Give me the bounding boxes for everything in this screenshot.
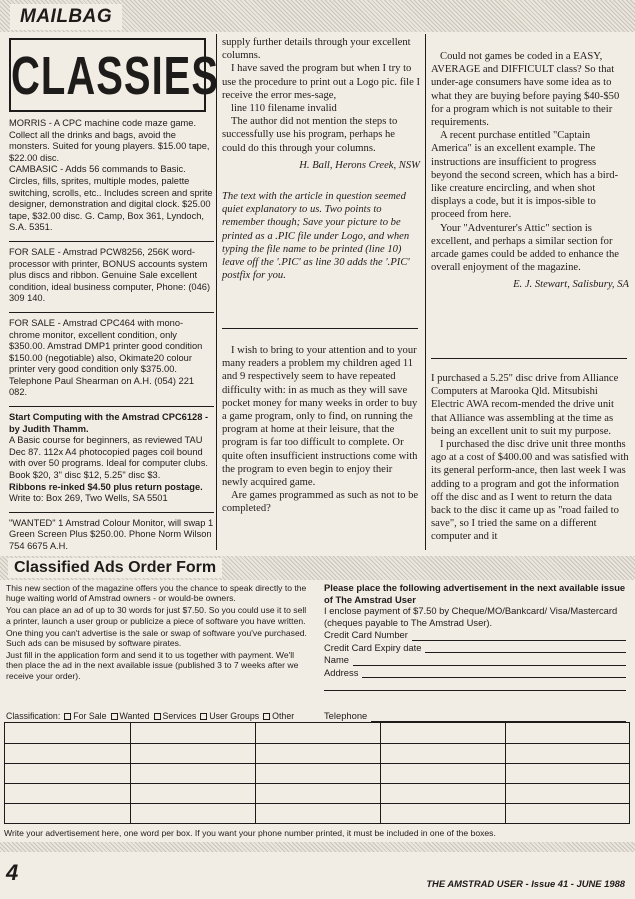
option-user-groups[interactable]: User Groups — [200, 710, 259, 722]
grid-line — [130, 723, 131, 823]
ad-divider — [9, 312, 214, 313]
grid-line — [380, 723, 381, 823]
address-field[interactable] — [324, 666, 626, 679]
form-intro-text: Just fill in the application form and send it to us together with payment. We'll then place the ad in the next available issue (published 3 to 7 weeks after we receive your order). — [6, 650, 299, 681]
card-expiry-field[interactable] — [324, 641, 626, 654]
letter-text: I have saved the program but when I try to use the procedure to print out a Logo pic. file I receive the error mes-sage, — [222, 63, 420, 101]
letter-disc-drive — [431, 372, 629, 544]
letter-text: The author did not mention the steps to successfully use his program, perhaps he could do this through your columns. — [222, 116, 398, 154]
column-divider — [425, 34, 426, 550]
ad-heading: Ribbons re-inked $4.50 plus return postage. — [9, 481, 203, 492]
grid-line — [505, 723, 506, 823]
ad-wanted — [9, 518, 214, 553]
ad-start-computing — [9, 412, 214, 505]
name-label: Name — [324, 654, 350, 666]
ad-cpc464 — [9, 318, 214, 399]
checkbox-icon[interactable] — [111, 713, 118, 720]
ad-divider — [9, 241, 214, 242]
option-other[interactable]: Other — [263, 710, 294, 722]
grid-line — [255, 723, 256, 823]
classies-logo-text: CLASSIES — [11, 46, 220, 107]
letter-divider — [222, 328, 418, 329]
ad-text: "WANTED" 1 Amstrad Colour Monitor, will swap 1 Green Screen Plus $250.00. Phone Norm Wilson 754 6675 A.H. — [9, 517, 214, 551]
name-field[interactable] — [324, 653, 626, 666]
form-enclose-text: I enclose payment of $7.50 by Cheque/MO/Bankcard/ Visa/Mastercard (cheques payable to The Amstrad User). — [324, 605, 618, 628]
page-number: 4 — [6, 860, 19, 885]
ad-text: MORRIS - A CPC machine code maze game. Collect all the drinks and bags, avoid the monsters. Suited for young players. $15.00 tape, $22.00 disc. — [9, 118, 210, 163]
name-input[interactable] — [353, 657, 626, 666]
ad-text: CAMBASIC - Adds 56 commands to Basic. Circles, fills, sprites, multiple modes, palette switching, scrolls, etc.. Includes screen and sprite designer, demonstration and digital clock. $25.00 tape, $32.00 disc. G. Camp, Box 361, Lyndoch, S.A. 5351. — [9, 164, 213, 233]
card-number-label: Credit Card Number — [324, 629, 408, 641]
letter-signature: E. J. Stewart, Salisbury, SA — [513, 279, 629, 291]
ad-text: Write to: Box 269, Two Wells, SA 5501 — [9, 493, 168, 504]
form-bottom-band — [0, 842, 635, 852]
option-services[interactable]: Services — [154, 710, 197, 722]
form-right-heading: Please place the following advertisement in the next available issue of The Amstrad User — [324, 582, 626, 605]
checkbox-icon[interactable] — [154, 713, 161, 720]
card-expiry-label: Credit Card Expiry date — [324, 641, 422, 653]
letter-signature: H. Ball, Herons Creek, NSW — [299, 159, 420, 171]
grid-line — [5, 763, 629, 764]
form-intro — [6, 583, 310, 683]
classies-logo — [9, 38, 220, 112]
option-wanted[interactable]: Wanted — [111, 710, 150, 722]
letter-divider — [431, 358, 627, 359]
publication-footer: THE AMSTRAD USER - Issue 41 - JUNE 1988 — [426, 878, 625, 889]
grid-line — [5, 803, 629, 804]
card-number-field[interactable] — [324, 628, 626, 641]
letter-games-difficulty — [222, 344, 420, 516]
classies-column — [9, 118, 214, 553]
letter-text: Your "Adventurer's Attic" section is excellent, and perhaps a similar section for arcade games could be added to enhance the overall enjoyment of the magazine. — [431, 222, 619, 274]
form-payment — [324, 582, 626, 691]
form-intro-text: This new section of the magazine offers you the chance to speak directly to the huge waiting world of Amstrad owners - or would-be owners. — [6, 583, 307, 604]
form-title: Classified Ads Order Form — [8, 558, 222, 578]
ad-divider — [9, 512, 214, 513]
letter-text: supply further details through your excellent columns. — [222, 37, 411, 62]
ad-text: FOR SALE - Amstrad PCW8256, 256K word-processor with printer, BONUS accounts system plus discs and ribbon. Genuine Sale excellent condition, ideal business computer, Phone: (046) 309 140. — [9, 246, 211, 304]
word-boxes-grid[interactable] — [4, 722, 630, 824]
letter-text: Are games programmed as such as not to be completed? — [222, 490, 419, 515]
telephone-label: Telephone — [324, 710, 368, 721]
column-divider — [216, 34, 217, 550]
option-for-sale[interactable]: For Sale — [64, 710, 106, 722]
telephone-input[interactable] — [371, 713, 626, 722]
card-expiry-input[interactable] — [425, 644, 626, 653]
ad-divider — [9, 406, 214, 407]
form-intro-text: You can place an ad of up to 30 words for just $7.50. So you could use it to sell a printer, launch a user group or publicize a piece of software you have written. — [6, 605, 307, 626]
telephone-field[interactable] — [324, 710, 626, 722]
classification-label: Classification: — [6, 711, 61, 721]
grid-line — [5, 743, 629, 744]
letters-column-right — [431, 50, 629, 292]
address-input-line2[interactable] — [324, 682, 626, 691]
card-number-input[interactable] — [412, 632, 626, 641]
letters-column-middle — [222, 36, 420, 282]
address-field-line2[interactable] — [324, 678, 626, 691]
letter-text: A recent purchase entitled "Captain America" is an excellent example. The instructions are insufficient to progress beyond the second screen, which has a bird-like creature encircling, and when shot displays a code, but it is impos-sible to proceed from here. — [431, 130, 619, 221]
ad-text: FOR SALE - Amstrad CPC464 with mono-chrome monitor, excellent condition, only $350.00. Amstrad DMP1 printer good condition $150.00 (negotiable) also, Okimate20 colour printer very good condition only $375.00. Telephone Paul Shearman on A.H. (054) 221 082. — [9, 317, 203, 398]
letter-text: I purchased a 5.25" disc drive from Alliance Computers at Marooka Qld. Mitsubishi Electric AWA recom-mended the drive unit that Alliance was assembling at the time as being an excellent unit to suit my purpose. — [431, 373, 619, 437]
address-label: Address — [324, 666, 359, 678]
form-intro-text: One thing you can't advertise is the sale or swap of software you've purchased. Such ads can be misused by software pirates. — [6, 627, 307, 649]
grid-line — [5, 783, 629, 784]
letter-text: Could not games be coded in a EASY, AVERAGE and DIFFICULT class? So that under-age consumers have some idea as to what they are buying before paying $40-$50 for a program which is not suitable to their requirements. — [431, 51, 620, 129]
checkbox-icon[interactable] — [64, 713, 71, 720]
ad-text: A Basic course for beginners, as reviewed TAU Dec 87. 112x A4 photocopied pages coil bound with over 50 programs. Ideal for computer clubs. Book $20, 3" disc $12, 5.25" disc $3. — [9, 435, 208, 481]
letter-text: I purchased the disc drive unit three months ago at a cost of $400.00 and was satisfied with its general perform-ance, then last week I was adding to a program and got the information off the disc and as I went to return the data back to the disc it came up as "road failed to save", so I tried the same on a different computer and it — [431, 439, 629, 543]
checkbox-icon[interactable] — [200, 713, 207, 720]
checkbox-icon[interactable] — [263, 713, 270, 720]
form-footer-instructions: Write your advertisement here, one word per box. If you want your phone number printed, it must be included in one of the boxes. — [4, 828, 496, 838]
section-title: MAILBAG — [10, 4, 122, 30]
editor-reply: The text with the article in question seemed quiet explanatory to us. Two points to remember though; Save your picture to be printed as a .PIC file under Logo, and when typing the file name to be printed (line 10) leave off the '.PIC' as line 30 adds the '.PIC' postfix for you. — [222, 191, 410, 282]
ad-heading: Start Computing with the Amstrad CPC6128 - by Judith Thamm. — [9, 412, 209, 434]
ad-pcw8256 — [9, 247, 214, 305]
classification-row — [6, 710, 316, 722]
address-input[interactable] — [362, 669, 626, 678]
error-message: line 110 filename invalid — [231, 103, 337, 115]
ad-morris — [9, 118, 214, 234]
letter-text: I wish to bring to your attention and to your many readers a problem my children aged 11 and 9 respectively seem to have repeated difficulty with: in as much as they will save pocket money for many weeks in order to buy a game program, only to find, on running the program at home at their leisure, that the program is far too difficult to complete. Or quite often insufficient instructions come with the program to even begin to enjoy their newly acquired game. — [222, 345, 418, 489]
